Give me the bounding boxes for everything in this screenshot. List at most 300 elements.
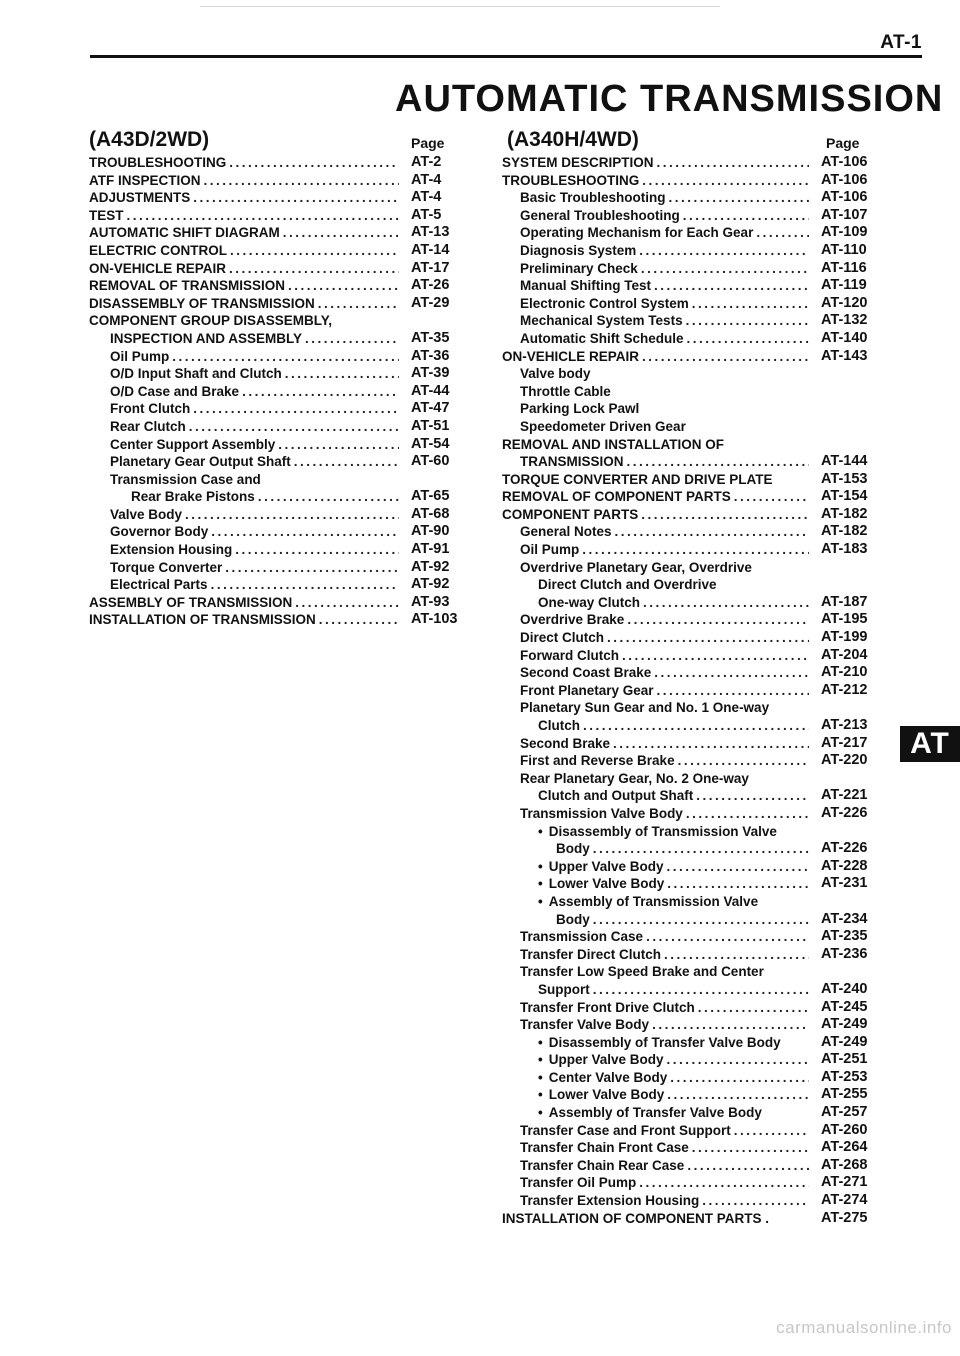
bullet-icon: • [538, 893, 543, 909]
toc-entry [0, 207, 900, 225]
toc-entry-text [538, 823, 812, 841]
right-column-page-label: Page [826, 135, 860, 151]
toc-entry-text [520, 365, 812, 383]
dot-leader [627, 453, 809, 471]
dot-leader [646, 928, 809, 946]
toc-entry-text [520, 735, 812, 753]
toc-entry-text [538, 576, 812, 594]
toc-entry-text [520, 277, 812, 295]
toc-entry-text [502, 154, 812, 172]
toc-entry [0, 400, 900, 418]
toc-entry [0, 488, 900, 506]
toc-entry-text [502, 471, 812, 489]
toc-entry-text [520, 1139, 812, 1157]
toc-entry-label: Oil Pump [110, 348, 170, 364]
toc-entry-text [556, 840, 812, 858]
toc-entry-page: AT-212 [821, 681, 868, 698]
dot-leader [641, 506, 809, 524]
toc-entry [0, 348, 900, 366]
toc-entry-label: Forward Clutch [520, 647, 620, 663]
dot-leader [686, 805, 809, 823]
toc-entry-page: AT-140 [821, 329, 868, 346]
toc-entry-label: Governor Body [110, 524, 209, 540]
dot-leader [654, 664, 809, 682]
toc-entry-page: AT-39 [411, 365, 450, 382]
toc-entry-label: Valve body [520, 366, 591, 382]
toc-entry-label: Diagnosis System [520, 242, 637, 258]
toc-entry-page: AT-234 [821, 910, 868, 927]
toc-entry-label: Transmission Case and [110, 471, 261, 487]
bullet-icon: • [538, 823, 543, 839]
toc-entry [0, 506, 900, 524]
toc-entry-label: Rear Brake Pistons [131, 489, 255, 505]
toc-entry-label: Planetary Sun Gear and No. 1 One-way [520, 700, 770, 716]
toc-entry-label: Transfer Case and Front Support [520, 1122, 731, 1138]
toc-entry-page: AT-183 [821, 541, 868, 558]
toc-entry-label: Clutch and Output Shaft [538, 788, 694, 804]
toc-entry-text [520, 647, 812, 665]
toc-entry-page: AT-17 [411, 259, 450, 276]
toc-entry-text [520, 260, 812, 278]
toc-entry-page: AT-255 [821, 1086, 868, 1103]
toc-entry-label: First and Reverse Brake [520, 753, 675, 769]
toc-entry-text [520, 699, 812, 717]
toc-entry [0, 541, 900, 559]
toc-entry [0, 735, 900, 753]
toc-entry-label: TEST [89, 207, 124, 223]
dot-leader [583, 717, 809, 735]
dot-leader [622, 647, 809, 665]
toc-entry-page: AT-65 [411, 488, 450, 505]
toc-entry-text [520, 295, 812, 313]
toc-entry-text [520, 224, 812, 242]
toc-entry-label: REMOVAL OF TRANSMISSION [89, 278, 286, 294]
toc-entry-label: General Troubleshooting [520, 207, 680, 223]
toc-entry [0, 682, 900, 700]
toc-entry-label: Second Coast Brake [520, 665, 652, 681]
dot-leader [615, 523, 809, 541]
toc-entry-text [520, 1174, 812, 1192]
toc-entry-page: AT-187 [821, 593, 868, 610]
toc-entry-label: Electronic Control System [520, 295, 689, 311]
toc-entry-label: Disassembly of Transfer Valve Body [548, 1034, 781, 1050]
bullet-icon: • [538, 876, 543, 892]
dot-leader [642, 348, 809, 366]
toc-entry-page: AT-51 [411, 417, 450, 434]
toc-entry [0, 189, 900, 207]
toc-entry-label: TRANSMISSION [520, 454, 624, 470]
toc-entry-label: Center Valve Body [548, 1069, 668, 1085]
toc-entry-page: AT-182 [821, 505, 868, 522]
toc-entry-text [520, 1016, 812, 1034]
toc-entry-label: Body [556, 911, 590, 927]
toc-entry [0, 418, 900, 436]
dot-leader [670, 1069, 809, 1087]
toc-entry-page: AT-204 [821, 646, 868, 663]
toc-entry [0, 647, 900, 665]
left-column-heading: (A43D/2WD) [89, 128, 210, 151]
toc-entry-label: Transfer Extension Housing [520, 1193, 700, 1209]
toc-entry-page: AT-260 [821, 1121, 868, 1138]
toc-entry-page: AT-217 [821, 734, 868, 751]
toc-entry-label: Operating Mechanism for Each Gear [520, 225, 754, 241]
dot-leader [667, 858, 809, 876]
dot-leader [686, 312, 809, 330]
toc-entry-text [538, 594, 812, 612]
toc-entry-label: Upper Valve Body [548, 1052, 664, 1068]
bullet-icon: • [538, 1069, 543, 1085]
toc-entry [0, 383, 900, 401]
toc-entry-label: ELECTRIC CONTROL [89, 242, 227, 258]
toc-entry [0, 823, 900, 841]
dot-leader [582, 541, 809, 559]
toc-entry-page: AT-249 [821, 1016, 868, 1033]
toc-entry-label: DISASSEMBLY OF TRANSMISSION [89, 295, 315, 311]
dot-leader [652, 1016, 809, 1034]
dot-leader [664, 946, 809, 964]
toc-entry [0, 893, 900, 911]
toc-entry-page: AT-4 [411, 171, 442, 188]
toc-entry [0, 770, 900, 788]
toc-entry-label: Front Clutch [110, 401, 191, 417]
toc-entry-label: Mechanical System Tests [520, 313, 683, 329]
dot-leader [696, 787, 809, 805]
dot-leader [639, 1174, 809, 1192]
toc-entry-page: AT-154 [821, 488, 868, 505]
toc-entry [0, 242, 900, 260]
toc-entry [0, 928, 900, 946]
toc-entry-page: AT-226 [821, 804, 868, 821]
toc-entry-label: COMPONENT PARTS [502, 506, 639, 522]
toc-entry [0, 1104, 900, 1122]
dot-leader [669, 189, 809, 207]
toc-entry-text [538, 1034, 812, 1052]
toc-entry-label: Assembly of Transfer Valve Body [548, 1105, 762, 1121]
toc-entry-label: Valve Body [110, 506, 183, 522]
toc-entry-label: Rear Clutch [110, 418, 186, 434]
toc-entry-label: TROUBLESHOOTING [89, 155, 227, 170]
toc-entry-label: Rear Planetary Gear, No. 2 One-way [520, 770, 749, 786]
toc-entry-label: ASSEMBLY OF TRANSMISSION [89, 594, 293, 610]
toc-entry [0, 963, 900, 981]
toc-entry-text [520, 383, 812, 401]
toc-entry [0, 312, 900, 330]
toc-entry-page: AT-29 [411, 294, 450, 311]
toc-entry-page: AT-106 [821, 171, 868, 188]
toc-entry-text [538, 858, 812, 876]
toc-entry-text [520, 242, 812, 260]
right-column-heading: (A340H/4WD) [507, 128, 639, 151]
toc-entry-page: AT-2 [411, 154, 442, 170]
toc-entry-label: SYSTEM DESCRIPTION [502, 155, 654, 170]
toc-entry [0, 981, 900, 999]
toc-entry-page: AT-109 [821, 224, 868, 241]
toc-entry-label: Body [556, 841, 590, 857]
toc-entry-label: Transfer Front Drive Clutch [520, 999, 695, 1015]
toc-entry-label: Lower Valve Body [548, 876, 665, 892]
toc-entry [0, 1051, 900, 1069]
toc-entry-label: Speedometer Driven Gear [520, 418, 686, 434]
header-rule [90, 55, 922, 58]
dot-leader [687, 330, 809, 348]
section-tab: AT [900, 726, 960, 762]
toc-entry-label: Assembly of Transmission Valve [548, 893, 759, 909]
toc-entry-page: AT-235 [821, 928, 868, 945]
toc-entry-text [520, 330, 812, 348]
toc-entry-label: ADJUSTMENTS [89, 190, 191, 206]
toc-entry-text [520, 946, 812, 964]
toc-entry-text [502, 506, 812, 524]
watermark: carmanualsonline.info [776, 1318, 952, 1337]
toc-entry-text [520, 963, 812, 981]
toc-entry [0, 664, 900, 682]
dot-leader [627, 611, 809, 629]
toc-entry-text [502, 488, 812, 506]
toc-entry-page: AT-182 [821, 523, 868, 540]
toc-entry-label: TROUBLESHOOTING [502, 172, 640, 188]
toc-entry-label: REMOVAL OF COMPONENT PARTS [502, 489, 731, 505]
toc-entry-text [520, 523, 812, 541]
left-column-page-label: Page [411, 135, 445, 151]
dot-leader [613, 735, 809, 753]
toc-entry [0, 1210, 900, 1228]
toc-entry-label: TORQUE CONVERTER AND DRIVE PLATE [502, 471, 773, 487]
toc-entry [0, 365, 900, 383]
toc-entry-label: ON-VEHICLE REPAIR [502, 348, 640, 364]
toc-entry-page: AT-213 [821, 717, 868, 733]
toc-entry [0, 611, 900, 629]
toc-entry-page: AT-220 [821, 752, 868, 769]
toc-entry-text [520, 999, 812, 1017]
toc-entry-label: Preliminary Check [520, 260, 638, 276]
toc-entry-page: AT-91 [411, 541, 450, 558]
dot-leader [734, 1122, 809, 1140]
toc-entry [0, 295, 900, 313]
top-faint-rule [200, 6, 720, 7]
dot-leader [639, 242, 809, 260]
toc-entry [0, 453, 900, 471]
dot-leader [593, 981, 809, 999]
toc-entry-label: Automatic Shift Schedule [520, 330, 684, 346]
toc-entry-page: AT-132 [821, 312, 868, 329]
toc-entry-text [538, 893, 812, 911]
toc-entry-label: AUTOMATIC SHIFT DIAGRAM [89, 225, 280, 241]
toc-entry-page: AT-119 [821, 277, 867, 294]
toc-entry [0, 858, 900, 876]
toc-entry-label: Direct Clutch and Overdrive [538, 577, 717, 593]
toc-entry-page: AT-92 [411, 576, 450, 593]
toc-entry-text [538, 1104, 812, 1122]
toc-entry [0, 471, 900, 489]
dot-leader [657, 154, 809, 172]
toc-entry-text [502, 1210, 812, 1228]
toc-entry [0, 1122, 900, 1140]
dot-leader [607, 629, 809, 647]
toc-entry [0, 559, 900, 577]
toc-entry [0, 594, 900, 612]
toc-entry-page: AT-4 [411, 189, 442, 206]
toc-entry-page: AT-60 [411, 453, 450, 470]
toc-entry-text [538, 787, 812, 805]
toc-entry [0, 1016, 900, 1034]
toc-entry-label: INSPECTION AND ASSEMBLY [110, 330, 303, 346]
toc-entry-page: AT-92 [411, 558, 450, 575]
toc-entry [0, 1192, 900, 1210]
toc-entry-page: AT-221 [821, 787, 868, 804]
toc-entry-text [538, 1051, 812, 1069]
toc-entry [0, 330, 900, 348]
toc-entry-label: Transfer Valve Body [520, 1017, 650, 1033]
toc-entry-label: Torque Converter [110, 559, 223, 575]
toc-entry-page: AT-5 [411, 206, 442, 223]
toc-entry-text [520, 629, 812, 647]
toc-entry-text [520, 400, 812, 418]
page-title: AUTOMATIC TRANSMISSION [395, 78, 944, 120]
toc-entry-text [520, 207, 812, 225]
toc-entry-text [520, 418, 812, 436]
dot-leader [643, 594, 809, 612]
toc-entry [0, 717, 900, 735]
page-number: AT-1 [880, 32, 922, 53]
toc-entry-label: Transmission Valve Body [520, 805, 683, 821]
toc-entry [0, 260, 900, 278]
toc-entry-text [502, 436, 812, 454]
toc-entry-page: AT-245 [821, 998, 868, 1015]
dot-leader [687, 1157, 809, 1175]
toc-entry-text [520, 1157, 812, 1175]
bullet-icon: • [538, 1034, 543, 1050]
toc-entry-text [520, 1122, 812, 1140]
toc-entry [0, 805, 900, 823]
toc-entry-text [502, 348, 812, 366]
dot-leader [667, 875, 809, 893]
toc-entry-page: AT-13 [411, 224, 450, 241]
toc-entry-text [538, 981, 812, 999]
toc-entry-label: Parking Lock Pawl [520, 401, 640, 417]
toc-entry-page: AT-44 [411, 382, 450, 399]
toc-entry [0, 752, 900, 770]
toc-entry-label: REMOVAL AND INSTALLATION OF [502, 436, 724, 452]
toc-entry [0, 1174, 900, 1192]
toc-entry-page: AT-26 [411, 277, 450, 294]
toc-entry [0, 629, 900, 647]
toc-entry-page: AT-253 [821, 1068, 868, 1085]
toc-entry-page: AT-35 [411, 329, 450, 346]
bullet-icon: • [538, 1105, 543, 1121]
toc-entry-page: AT-116 [821, 259, 867, 276]
toc-entry-label: Basic Troubleshooting [520, 190, 666, 206]
bullet-icon: • [538, 858, 543, 874]
dot-leader [667, 1086, 809, 1104]
toc-entry [0, 840, 900, 858]
dot-leader [683, 207, 809, 225]
dot-leader [702, 1192, 809, 1210]
toc-entry-label: Overdrive Planetary Gear, Overdrive [520, 559, 752, 575]
dot-leader [593, 911, 809, 929]
toc-entry-page: AT-231 [821, 875, 868, 892]
toc-entry-label: Transfer Oil Pump [520, 1175, 637, 1191]
dot-leader [667, 1051, 809, 1069]
toc-entry-label: Transfer Low Speed Brake and Center [520, 964, 764, 980]
toc-entry-text [520, 770, 812, 788]
toc-entry-page: AT-110 [821, 241, 867, 258]
toc-entry-label: Transfer Chain Rear Case [520, 1157, 685, 1173]
toc-entry-label: Lower Valve Body [548, 1087, 665, 1103]
toc-entry-label: Disassembly of Transmission Valve [548, 823, 777, 839]
toc-entry-label: Support [538, 981, 590, 997]
toc-entry-page: AT-93 [411, 593, 450, 610]
toc-entry-label: Upper Valve Body [548, 858, 664, 874]
toc-entry [0, 1034, 900, 1052]
toc-entry-label: ATF INSPECTION [89, 172, 201, 188]
toc-entry [0, 999, 900, 1017]
toc-entry-text [520, 312, 812, 330]
toc-entry-label: Manual Shifting Test [520, 278, 651, 294]
toc-entry-label: Transmission Case [520, 929, 644, 945]
bullet-icon: • [538, 1052, 543, 1068]
toc-entry-page: AT-153 [821, 470, 868, 487]
toc-entry-label: ON-VEHICLE REPAIR [89, 260, 227, 276]
toc-entry-label: General Notes [520, 524, 612, 540]
toc-entry-page: AT-199 [821, 629, 868, 646]
dot-leader [654, 277, 809, 295]
toc-entry-page: AT-106 [821, 189, 868, 206]
toc-entry [0, 699, 900, 717]
dot-leader [678, 752, 809, 770]
toc-entry [0, 1069, 900, 1087]
toc-entry-page: AT-264 [821, 1139, 868, 1156]
toc-entry-label: O/D Case and Brake [110, 383, 240, 399]
toc-entry-page: AT-257 [821, 1104, 868, 1121]
toc-entry [0, 436, 900, 454]
toc-entry-text [520, 928, 812, 946]
toc-entry-label: Extension Housing [110, 542, 233, 558]
toc-entry-page: AT-47 [411, 400, 450, 417]
toc-entry-page: AT-251 [821, 1051, 868, 1068]
toc-entry [0, 875, 900, 893]
toc-entry-page: AT-274 [821, 1192, 868, 1209]
toc-entry-text [538, 875, 812, 893]
toc-entry-label: One-way Clutch [538, 594, 641, 610]
toc-entry-label: Overdrive Brake [520, 612, 625, 628]
toc-entry-page: AT-68 [411, 505, 450, 522]
toc-entry [0, 277, 900, 295]
toc-entry-page: AT-228 [821, 857, 868, 874]
toc-entry [0, 1086, 900, 1104]
toc-entry-label: INSTALLATION OF TRANSMISSION [89, 612, 316, 628]
toc-entry-page: AT-107 [821, 206, 868, 223]
toc-entry-page: AT-14 [411, 241, 450, 258]
dot-leader [692, 295, 809, 313]
toc-entry [0, 1157, 900, 1175]
toc-entry-page: AT-271 [821, 1174, 868, 1191]
toc-entry [0, 172, 900, 190]
toc-entry [0, 946, 900, 964]
toc-entry-text [538, 717, 812, 735]
toc-entry [0, 1139, 900, 1157]
toc-entry-page: AT-143 [821, 347, 868, 364]
toc-entry [0, 911, 900, 929]
toc-entry-text [520, 189, 812, 207]
toc-entry-page: AT-54 [411, 435, 450, 452]
toc-entry-text [520, 541, 812, 559]
toc-entry-label: Second Brake [520, 735, 611, 751]
toc-entry-label: Oil Pump [520, 542, 580, 558]
toc-entry [0, 787, 900, 805]
toc-entry-text [520, 752, 812, 770]
toc-entry-label: COMPONENT GROUP DISASSEMBLY, [89, 313, 333, 329]
dot-leader [698, 999, 809, 1017]
